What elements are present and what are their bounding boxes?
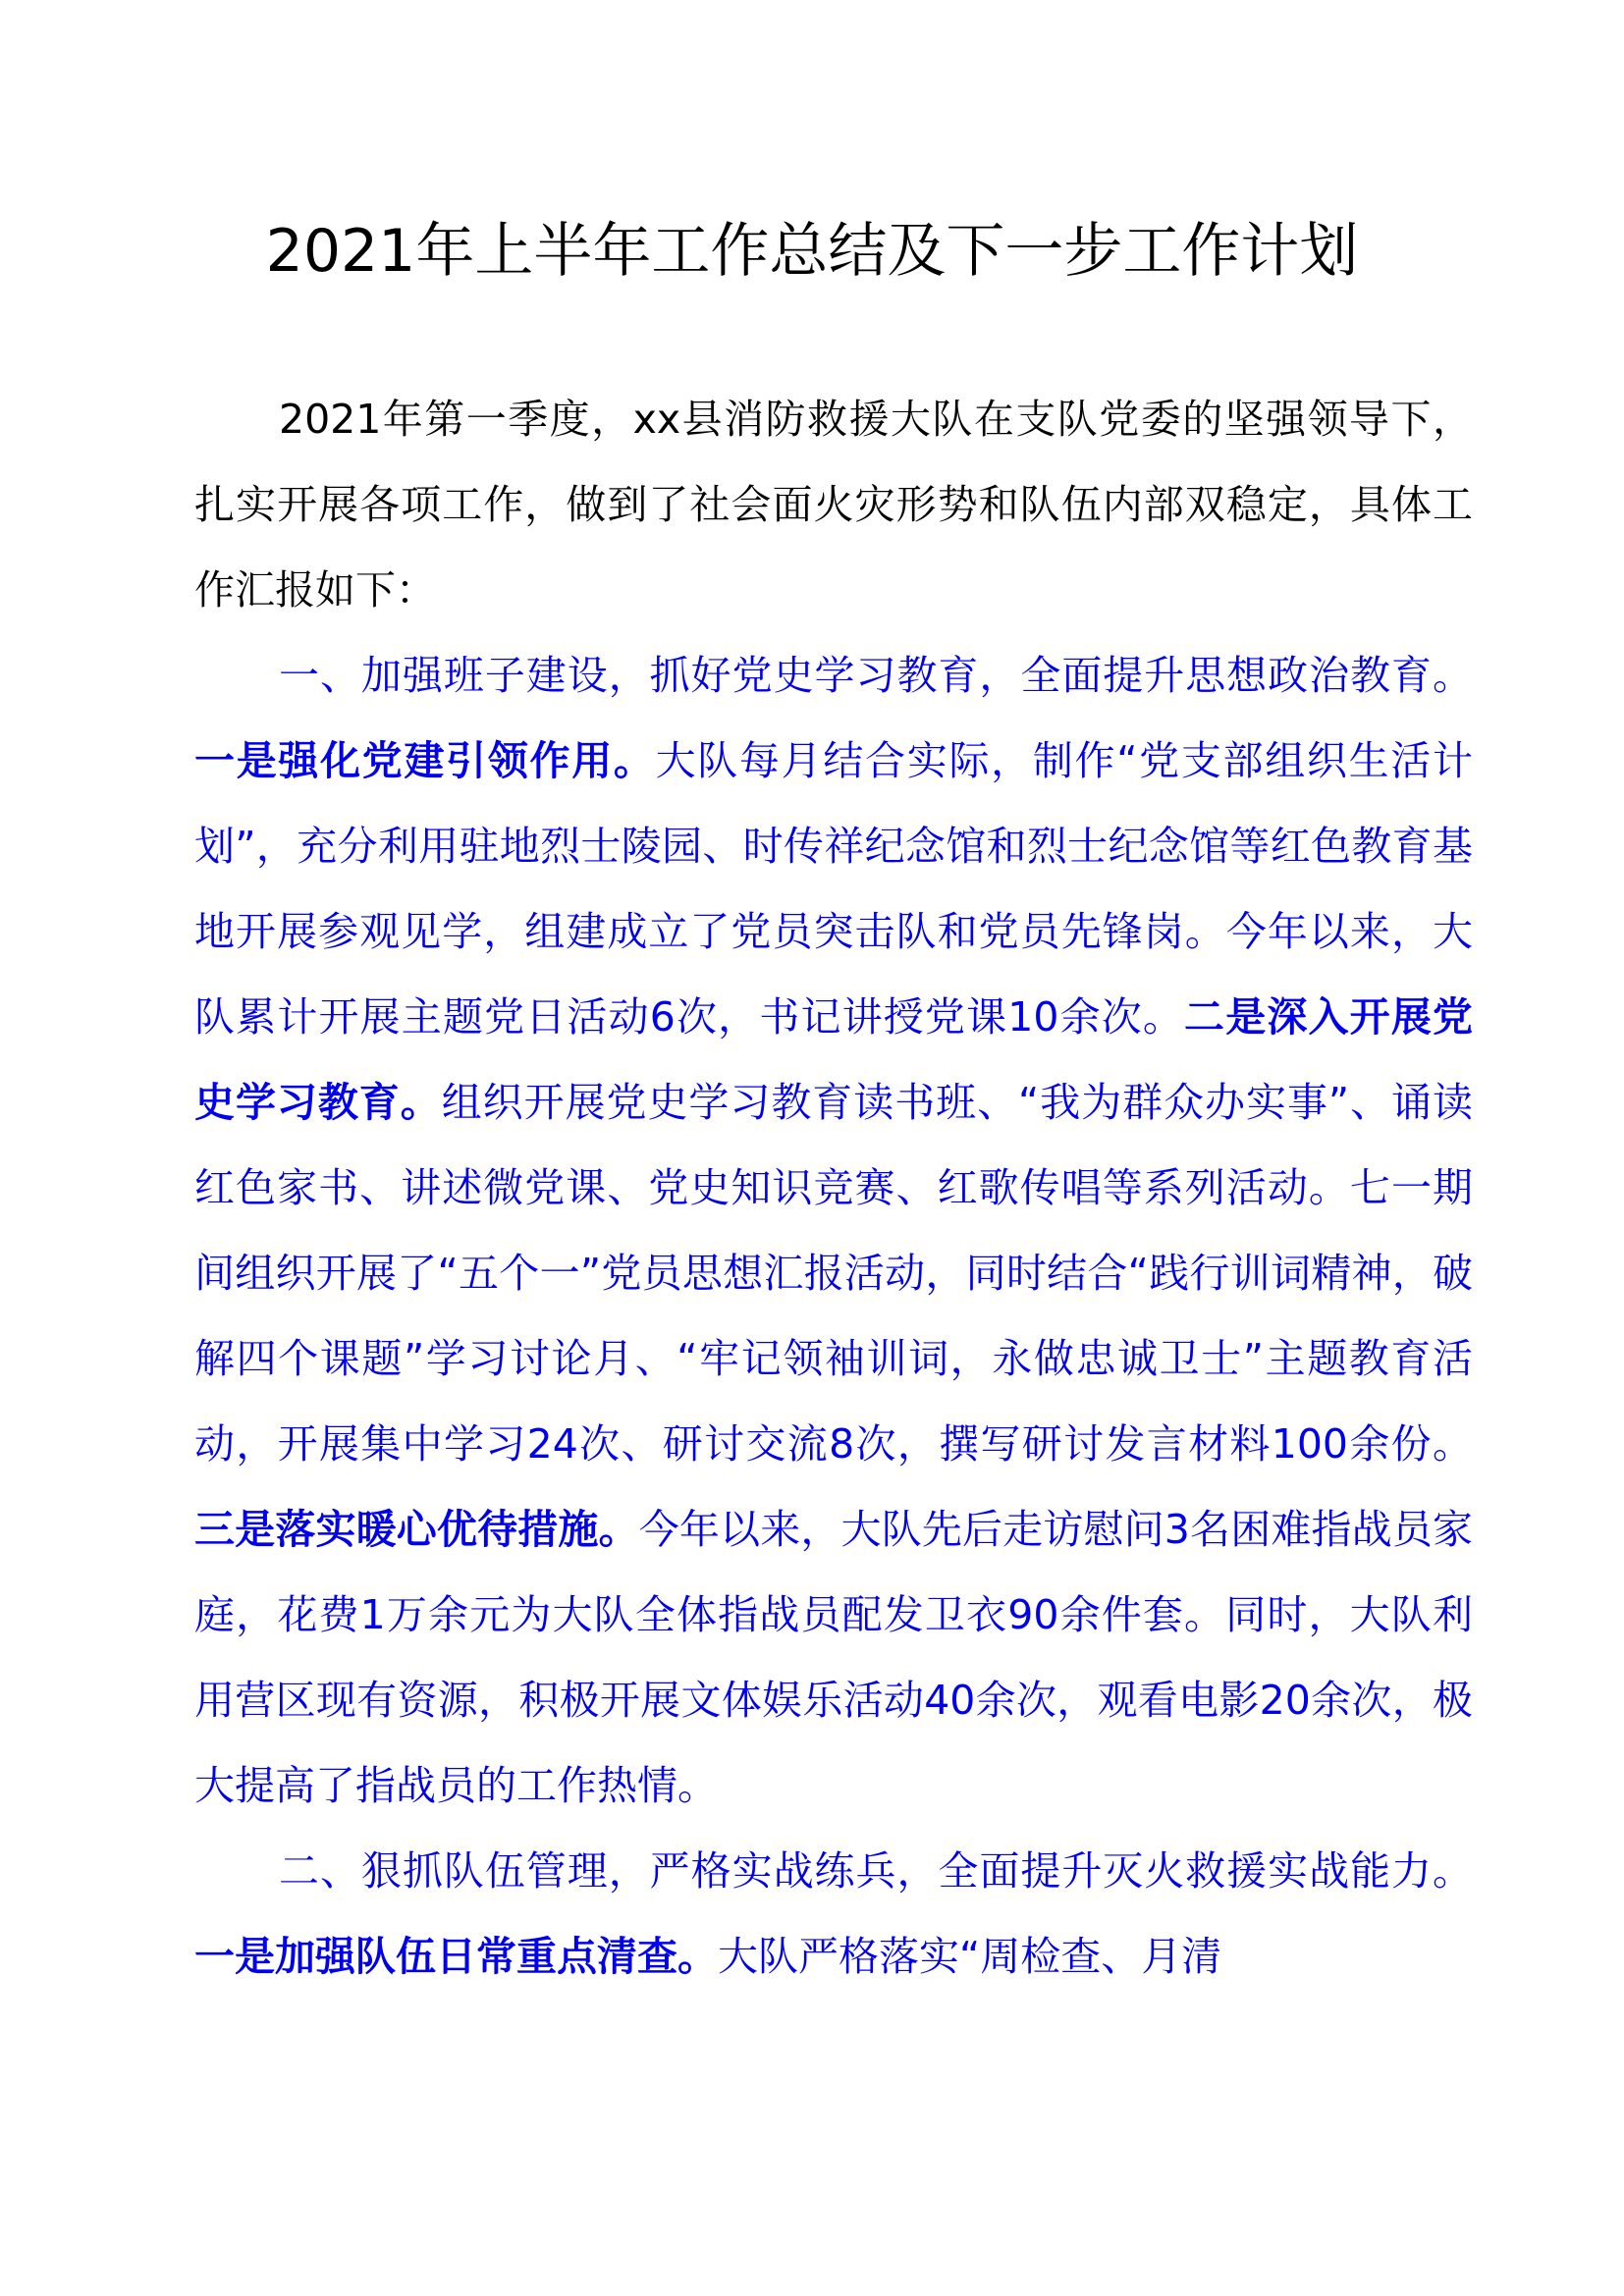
document-body xyxy=(194,377,1473,2000)
section-2-paragraph xyxy=(194,1829,1473,2000)
document-title: 2021年上半年工作总结及下一步工作计划 xyxy=(265,217,1359,286)
intro-paragraph: 2021年第一季度，xx县消防救援大队在支队党委的坚强领导下，扎实开展各项工作，做到了社会面火灾形势和队伍内部双稳定，具体工作汇报如下： xyxy=(194,396,1473,614)
section-1-heading: 一、加强班子建设，抓好党史学习教育，全面提升思想政治教育。 xyxy=(279,652,1473,699)
section-2-point-1-title: 一是加强队伍日常重点清查。 xyxy=(194,1933,718,1980)
section-1-point-3-text: 今年以来，大队先后走访慰问3名困难指战员家庭，花费1万余元为大队全体指战员配发卫衣90余件套。同时，大队利用营区现有资源，积极开展文体娱乐活动40余次，观看电影20余次，极大提高了指战员的工作热情。 xyxy=(194,1506,1473,1809)
section-1-point-3-title: 三是落实暖心优待措施。 xyxy=(194,1506,639,1553)
section-1-point-2-text: 组织开展党史学习教育读书班、“我为群众办实事”、诵读红色家书、讲述微党课、党史知识竞赛、红歌传唱等系列活动。七一期间组织开展了“五个一”党员思想汇报活动，同时结合“践行训词精神，破解四个课题”学习讨论月、“牢记领袖训词，永做忠诚卫士”主题教育活动，开展集中学习24次、研讨交流8次，撰写研讨发言材料100余份。 xyxy=(194,1079,1474,1468)
section-1-paragraph xyxy=(194,633,1473,1829)
section-2-point-1-text: 大队严格落实“周检查、月清 xyxy=(718,1933,1222,1980)
section-2-heading: 二、狠抓队伍管理，严格实战练兵，全面提升灭火救援实战能力。 xyxy=(279,1847,1473,1895)
section-1-point-1-title: 一是强化党建引领作用。 xyxy=(194,737,656,784)
section-1-point-2-title: 二是深入开展党史学习教育。 xyxy=(194,993,1473,1126)
section-1-point-1-text: 大队每月结合实际，制作“党支部组织生活计划”，充分利用驻地烈士陵园、时传祥纪念馆和烈士纪念馆等红色教育基地开展参观见学，组建成立了党员突击队和党员先锋岗。今年以来，大队累计开展主题党日活动6次，书记讲授党课10余次。 xyxy=(194,737,1473,1041)
